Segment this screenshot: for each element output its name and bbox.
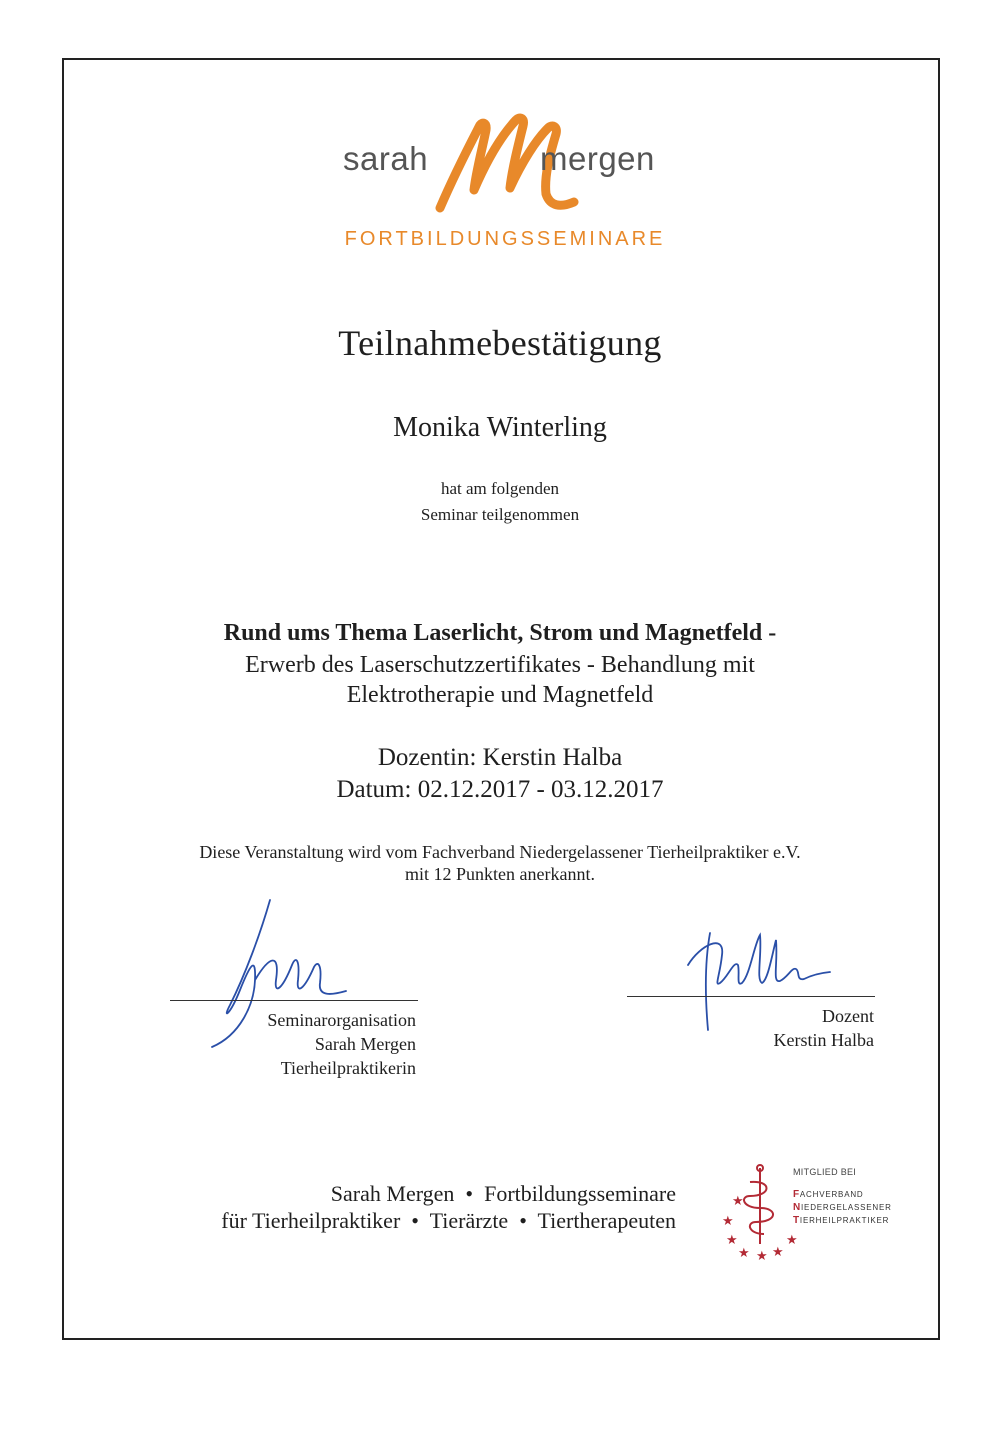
intro-line-2: Seminar teilgenommen bbox=[420, 505, 580, 524]
signature-left-role: Seminarorganisation bbox=[267, 1010, 416, 1030]
footer-line-2 bbox=[221, 1208, 676, 1234]
membership-line-3: TIERHEILPRAKTIKER bbox=[793, 1215, 890, 1226]
signature-left-title: Tierheilpraktikerin bbox=[280, 1058, 416, 1078]
footer-audience-1: für Tierheilpraktiker bbox=[221, 1208, 401, 1233]
signature-right-role: Dozent bbox=[822, 1006, 874, 1026]
footer-separator: • bbox=[519, 1208, 527, 1233]
signature-line-right bbox=[627, 996, 875, 997]
signature-block-right bbox=[774, 1004, 874, 1052]
membership-line-1: FACHVERBAND bbox=[793, 1189, 864, 1200]
svg-text:★: ★ bbox=[738, 1246, 750, 1260]
date-line: Datum: 02.12.2017 - 03.12.2017 bbox=[336, 776, 664, 803]
seminar-title-bold: Rund ums Thema Laserlicht, Strom und Magnetfeld - bbox=[223, 620, 777, 646]
signature-line-left bbox=[170, 1000, 418, 1001]
footer-audience-2: Tierärzte bbox=[429, 1208, 509, 1233]
footer-separator: • bbox=[411, 1208, 419, 1233]
logo-word-mergen: mergen bbox=[540, 140, 655, 177]
recognition-line-1: Diese Veranstaltung wird vom Fachverband Niedergelassener Tierheilpraktiker e.V. bbox=[199, 842, 801, 862]
svg-text:★: ★ bbox=[786, 1233, 798, 1248]
svg-text:★: ★ bbox=[756, 1249, 768, 1260]
svg-text:★: ★ bbox=[722, 1214, 734, 1229]
svg-text:★: ★ bbox=[772, 1245, 784, 1260]
svg-text:★: ★ bbox=[732, 1194, 744, 1209]
svg-text:★: ★ bbox=[726, 1233, 738, 1248]
footer-seminars: Fortbildungsseminare bbox=[484, 1181, 676, 1206]
signature-block-left bbox=[267, 1008, 416, 1080]
footer-line-1 bbox=[331, 1181, 676, 1207]
footer-separator: • bbox=[465, 1181, 474, 1206]
participant-name: Monika Winterling bbox=[393, 412, 607, 443]
logo-subtitle: FORTBILDUNGSSEMINARE bbox=[344, 228, 666, 250]
footer-organizer: Sarah Mergen bbox=[330, 1181, 455, 1206]
certificate-title: Teilnahmebestätigung bbox=[338, 323, 662, 363]
recognition-line-2: mit 12 Punkten anerkannt. bbox=[405, 864, 595, 884]
membership-label: MITGLIED BEI bbox=[793, 1167, 857, 1177]
signature-left-name: Sarah Mergen bbox=[314, 1034, 416, 1054]
seminar-title-line-3: Elektrotherapie und Magnetfeld bbox=[346, 682, 654, 708]
membership-line-2: NIEDERGELASSENER bbox=[793, 1202, 892, 1213]
signature-right-name: Kerstin Halba bbox=[773, 1030, 874, 1050]
intro-line-1: hat am folgenden bbox=[440, 479, 559, 498]
lecturer-line: Dozentin: Kerstin Halba bbox=[377, 744, 623, 771]
logo-word-sarah: sarah bbox=[343, 140, 429, 177]
seminar-title-line-2: Erwerb des Laserschutzzertifikates - Behandlung mit bbox=[245, 652, 755, 678]
footer-audience-3: Tiertherapeuten bbox=[537, 1208, 676, 1233]
